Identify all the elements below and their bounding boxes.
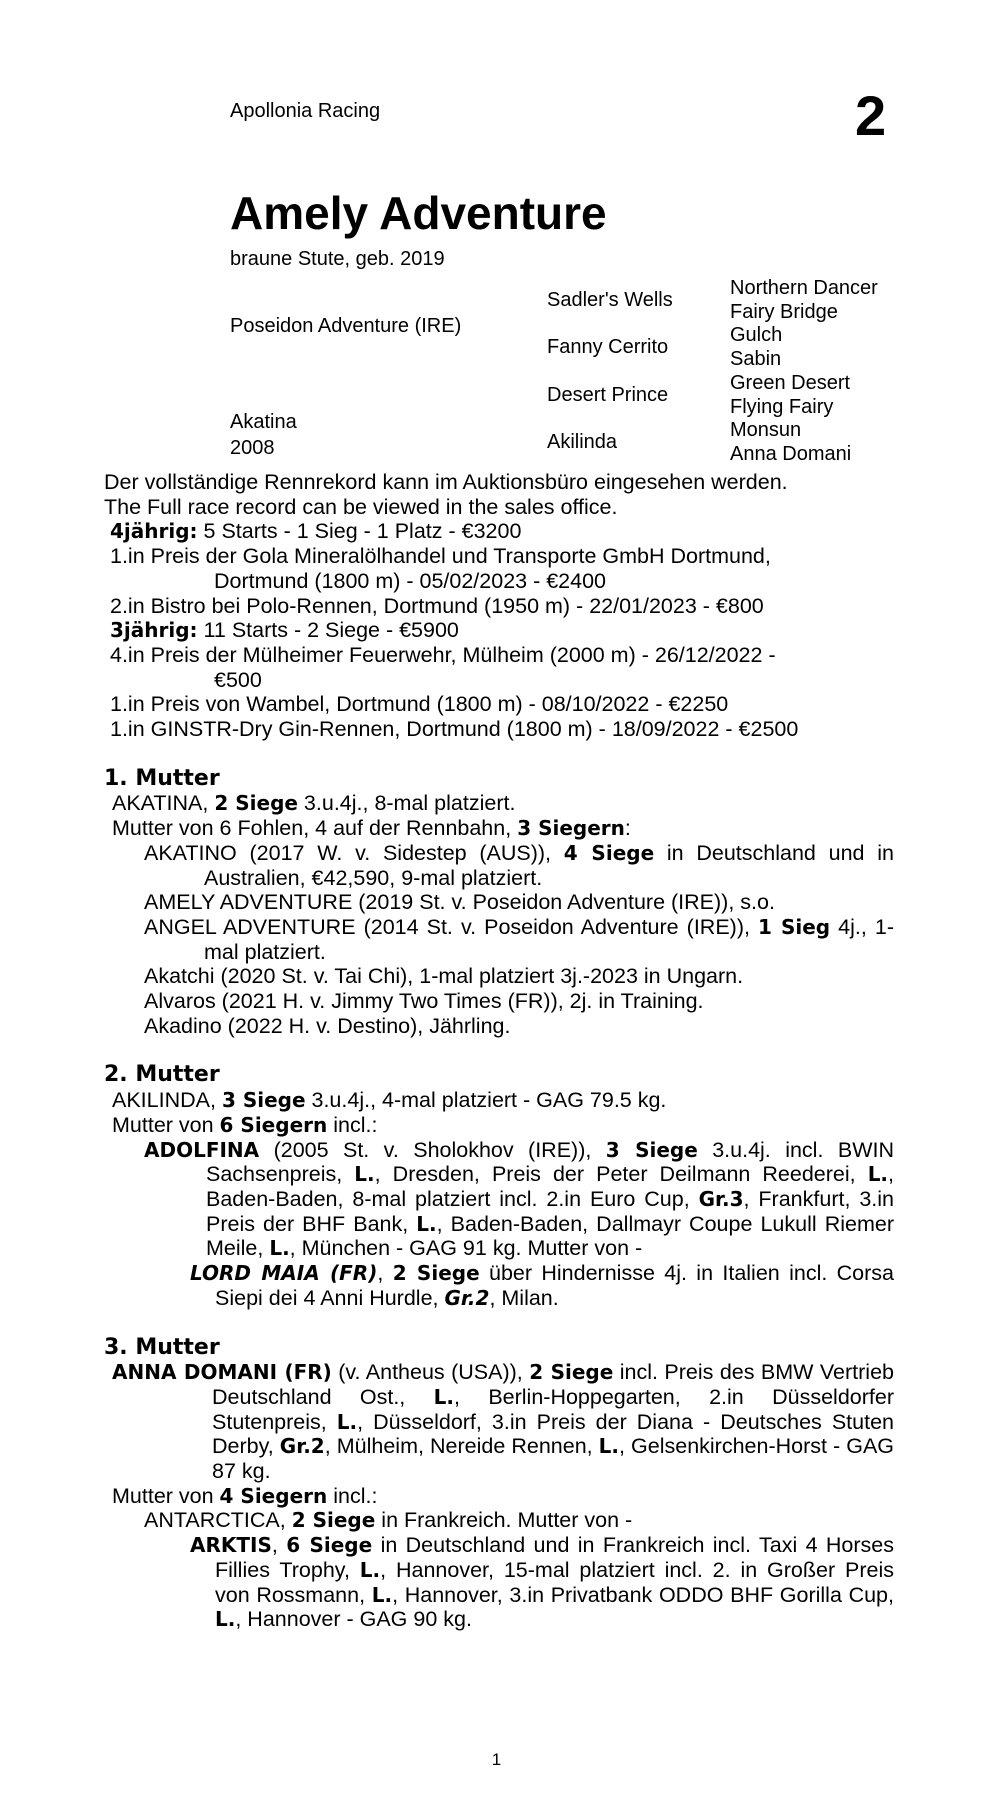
pedigree-gen2-item: Fanny Cerrito xyxy=(547,336,669,358)
first-dam-section xyxy=(104,767,894,1039)
pedigree-dam-year: 2008 xyxy=(230,437,275,459)
pedigree-gen3-item: Monsun xyxy=(730,419,802,441)
race-result: 4.in Preis der Mülheimer Feuerwehr, Mülheim (2000 m) - 26/12/2022 - xyxy=(110,642,776,667)
age4-summary: 4jährig: 5 Starts - 1 Sieg - 1 Platz - €3200 xyxy=(110,519,522,544)
offspring-entry: AMELY ADVENTURE (2019 St. v. Poseidon Adventure (IRE)), s.o. xyxy=(144,890,775,915)
pedigree-sire: Poseidon Adventure (IRE) xyxy=(230,315,462,337)
produce-summary: Mutter von 4 Siegern incl.: xyxy=(112,1483,378,1508)
pedigree-gen2-item: Akilinda xyxy=(547,431,618,453)
section-heading: 1. Mutter xyxy=(104,765,220,791)
section-heading: 3. Mutter xyxy=(104,1334,220,1360)
pedigree-dam: Akatina xyxy=(230,411,297,433)
age3-summary: 3jährig: 11 Starts - 2 Siege - €5900 xyxy=(110,618,459,643)
dam-line: ANNA DOMANI (FR) (v. Antheus (USA)), 2 Siege incl. Preis des BMW Vertrieb Deutschland Ost., L., Berlin-Hoppegarten, 2.in Düsseldorfer Stutenpreis, L., Düsseldorf, 3.in Preis der Diana - Deutsches Stuten Derby, Gr.2, Mülheim, Nereide Rennen, L., Gelsenkirchen-Horst - GAG 87 kg. xyxy=(112,1360,895,1484)
race-result: 1.in Preis der Gola Mineralölhandel und Transporte GmbH Dortmund, xyxy=(110,544,771,569)
offspring-entry: ANGEL ADVENTURE (2014 St. v. Poseidon Adventure (IRE)), 1 Sieg 4j., 1-mal platziert. xyxy=(144,914,894,964)
grand-offspring-entry: LORD MAIA (FR), 2 Siege über Hindernisse 4j. in Italien incl. Corsa Siepi dei 4 Anni Hurdle, Gr.2, Milan. xyxy=(190,1261,895,1310)
produce-summary: Mutter von 6 Fohlen, 4 auf der Rennbahn, 3 Siegern: xyxy=(112,816,631,841)
offspring-entry: Akatchi (2020 St. v. Tai Chi), 1-mal platziert 3j.-2023 in Ungarn. xyxy=(144,964,744,989)
race-result: Dortmund (1800 m) - 05/02/2023 - €2400 xyxy=(214,568,607,593)
pedigree-gen3-item: Sabin xyxy=(730,348,782,370)
intro-en: The Full race record can be viewed in the sales office. xyxy=(104,494,618,519)
section-heading: 2. Mutter xyxy=(104,1062,220,1088)
produce-summary: Mutter von 6 Siegern incl.: xyxy=(112,1112,378,1137)
intro-de: Der vollständige Rennrekord kann im Auktionsbüro eingesehen werden. xyxy=(104,470,788,494)
dam-line: AKILINDA, 3 Siege 3.u.4j., 4-mal platziert - GAG 79.5 kg. xyxy=(112,1088,667,1113)
race-result: 2.in Bistro bei Polo-Rennen, Dortmund (1950 m) - 22/01/2023 - €800 xyxy=(110,593,764,618)
second-dam-section xyxy=(104,1063,894,1310)
catalogue-body xyxy=(104,470,894,1632)
dam-line: AKATINA, 2 Siege 3.u.4j., 8-mal platziert. xyxy=(112,791,516,816)
offspring-entry: ADOLFINA (2005 St. v. Sholokhov (IRE)), 3 Siege 3.u.4j. incl. BWIN Sachsenpreis, L., Dresden, Preis der Peter Deilmann Reederei, L., Baden-Baden, 8-mal platziert incl. 2.in Euro Cup, Gr.3, Frankfurt, 3.in Preis der BHF Bank, L., Baden-Baden, Dallmayr Coupe Lukull Riemer Meile, L., München - GAG 91 kg. Mutter von - xyxy=(144,1137,895,1261)
third-dam-section xyxy=(104,1336,894,1632)
grand-offspring-entry: ARKTIS, 6 Siege in Deutschland und in Frankreich incl. Taxi 4 Horses Fillies Trophy, L., Hannover, 15-mal platziert incl. 2. in Großer Preis von Rossmann, L., Hannover, 3.in Privatbank ODDO BHF Gorilla Cup, L., Hannover - GAG 90 kg. xyxy=(190,1533,894,1632)
pedigree-gen3-item: Gulch xyxy=(730,324,783,346)
lot-number: 2 xyxy=(855,84,887,147)
offspring-entry: Alvaros (2021 H. v. Jimmy Two Times (FR)), 2j. in Training. xyxy=(144,989,704,1014)
offspring-entry: ANTARCTICA, 2 Siege in Frankreich. Mutter von - xyxy=(144,1508,633,1533)
race-result: 1.in Preis von Wambel, Dortmund (1800 m) - 08/10/2022 - €2250 xyxy=(110,692,729,717)
race-record xyxy=(104,519,894,741)
pedigree-gen3-item: Flying Fairy xyxy=(730,396,834,418)
pedigree-gen3-item: Northern Dancer xyxy=(730,277,878,299)
page-number: 1 xyxy=(491,1750,502,1769)
pedigree-gen2-item: Sadler's Wells xyxy=(547,289,673,311)
offspring-entry: AKATINO (2017 W. v. Sidestep (AUS)), 4 Siege in Deutschland und in Australien, €42,590, 9-mal platziert. xyxy=(144,840,894,890)
consignor-name: Apollonia Racing xyxy=(230,100,381,122)
pedigree-gen3-item: Anna Domani xyxy=(730,443,852,465)
pedigree-gen2-item: Desert Prince xyxy=(547,384,669,406)
race-result: €500 xyxy=(214,667,262,692)
race-result: 1.in GINSTR-Dry Gin-Rennen, Dortmund (1800 m) - 18/09/2022 - €2500 xyxy=(110,717,799,742)
pedigree-gen3-item: Green Desert xyxy=(730,372,851,394)
offspring-entry: Akadino (2022 H. v. Destino), Jährling. xyxy=(144,1013,511,1038)
pedigree-gen3-item: Fairy Bridge xyxy=(730,301,838,323)
horse-description: braune Stute, geb. 2019 xyxy=(230,248,445,270)
horse-name: Amely Adventure xyxy=(230,187,607,239)
